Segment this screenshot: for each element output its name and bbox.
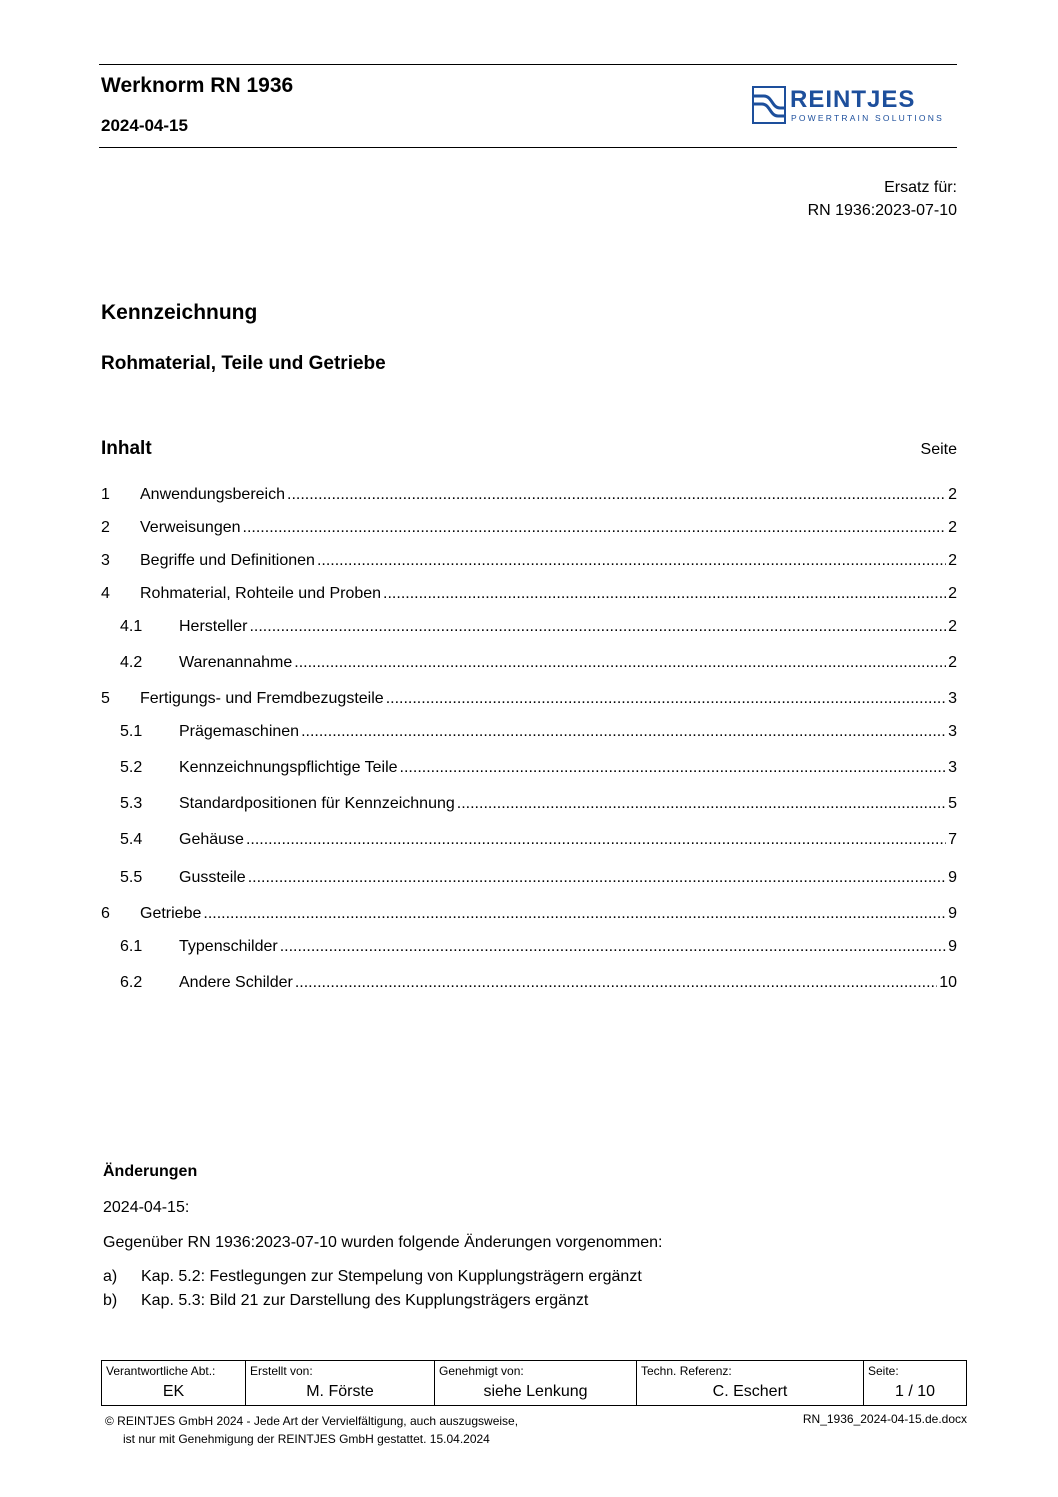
footer-cell-approved	[435, 1361, 637, 1405]
toc-entry[interactable]	[101, 938, 957, 960]
footer-cell-label: Erstellt von:	[250, 1364, 313, 1378]
toc-entry-title: Anwendungsbereich	[140, 486, 285, 503]
header-bottom-rule	[99, 147, 957, 148]
toc-entry-number: 5.4	[120, 831, 143, 848]
toc-entry-number: 5.3	[120, 795, 143, 812]
toc-entry-page: 2	[948, 654, 957, 671]
toc-leader	[400, 759, 947, 777]
toc-entry[interactable]	[101, 795, 957, 817]
toc-entry[interactable]	[101, 723, 957, 745]
sub-heading: Rohmaterial, Teile und Getriebe	[101, 353, 386, 374]
logo-tagline: POWERTRAIN SOLUTIONS	[791, 113, 944, 123]
copyright-notice	[105, 1412, 518, 1448]
toc-entry[interactable]	[101, 690, 957, 712]
toc-entry-title: Verweisungen	[140, 519, 241, 536]
footer-cell-value: siehe Lenkung	[483, 1383, 588, 1400]
toc-entry-title: Hersteller	[179, 618, 248, 635]
footer-cell-value: 1 / 10	[894, 1383, 936, 1400]
footer-cell-page	[864, 1361, 966, 1405]
footer-cell-tech-reference	[637, 1361, 864, 1405]
reintjes-logo-icon	[752, 86, 786, 124]
changes-date: 2024-04-15:	[103, 1199, 190, 1216]
toc-entry[interactable]	[101, 869, 957, 891]
changes-list-item	[103, 1292, 588, 1310]
toc-title: Inhalt	[101, 438, 152, 459]
toc-entry[interactable]	[101, 519, 957, 541]
toc-entry-title: Gussteile	[179, 869, 246, 886]
toc-leader	[294, 654, 946, 672]
copyright-line: © REINTJES GmbH 2024 - Jede Art der Vervielfältigung, auch auszugsweise,	[105, 1414, 519, 1428]
toc-entry[interactable]	[101, 552, 957, 574]
toc-entry-title: Rohmaterial, Rohteile und Proben	[140, 585, 382, 602]
toc-entry-title: Prägemaschinen	[179, 723, 300, 740]
toc-entry[interactable]	[101, 486, 957, 508]
changes-list-item	[103, 1268, 642, 1286]
toc-entry-title: Andere Schilder	[179, 974, 293, 991]
toc-leader	[287, 486, 946, 504]
toc-entry-page: 10	[939, 974, 957, 991]
toc-entry-title: Kennzeichnungspflichtige Teile	[179, 759, 398, 776]
toc-entry[interactable]	[101, 618, 957, 640]
toc-leader	[246, 831, 946, 849]
document-filename: RN_1936_2024-04-15.de.docx	[802, 1412, 967, 1426]
toc-entry-number: 6.1	[120, 938, 143, 955]
reintjes-logo	[752, 86, 962, 126]
changes-title: Änderungen	[103, 1163, 198, 1180]
toc-entry-page: 3	[948, 759, 957, 776]
toc-leader	[386, 690, 946, 708]
toc-entry-page: 7	[948, 831, 957, 848]
footer-cell-label: Techn. Referenz:	[641, 1364, 732, 1378]
replacement-note	[808, 176, 957, 222]
toc-entry-number: 5.5	[120, 869, 143, 886]
footer-cell-label: Genehmigt von:	[439, 1364, 524, 1378]
toc-entry-number: 1	[101, 486, 110, 503]
toc-leader	[243, 519, 947, 537]
toc-entry-page: 9	[948, 905, 957, 922]
footer-approval-table	[101, 1360, 967, 1406]
toc-entry-page: 2	[948, 618, 957, 635]
footer-cell-department	[102, 1361, 246, 1405]
toc-entry[interactable]	[101, 654, 957, 676]
toc-entry-page: 2	[948, 585, 957, 602]
main-heading: Kennzeichnung	[101, 301, 258, 324]
copyright-line: ist nur mit Genehmigung der REINTJES GmbH gestattet. 15.04.2024	[123, 1432, 490, 1446]
toc-entry-page: 2	[948, 519, 957, 536]
toc-leader	[249, 618, 946, 636]
changes-intro: Gegenüber RN 1936:2023-07-10 wurden folgende Änderungen vorgenommen:	[103, 1234, 663, 1251]
toc-entry-page: 2	[948, 486, 957, 503]
toc-entry-title: Begriffe und Definitionen	[140, 552, 315, 569]
toc-entry-title: Standardpositionen für Kennzeichnung	[179, 795, 455, 812]
toc-entry-number: 4	[101, 585, 110, 602]
toc-entry-page: 9	[948, 938, 957, 955]
toc-leader	[295, 974, 937, 992]
toc-entry-page: 3	[948, 690, 957, 707]
toc-entry-number: 3	[101, 552, 110, 569]
toc-entry[interactable]	[101, 831, 957, 853]
replacement-value: RN 1936:2023-07-10	[807, 202, 957, 219]
toc-leader	[457, 795, 946, 813]
header-top-rule	[99, 64, 957, 65]
toc-entry[interactable]	[101, 585, 957, 607]
toc-entry-title: Typenschilder	[179, 938, 278, 955]
footer-cell-author	[246, 1361, 435, 1405]
toc-leader	[301, 723, 946, 741]
toc-entry-number: 5.2	[120, 759, 143, 776]
toc-leader	[203, 905, 946, 923]
toc-leader	[280, 938, 946, 956]
toc-leader	[248, 869, 946, 887]
changes-item-text: Kap. 5.3: Bild 21 zur Darstellung des Kupplungsträgers ergänzt	[141, 1292, 589, 1309]
toc-leader	[383, 585, 946, 603]
toc-entry[interactable]	[101, 759, 957, 781]
document-title: Werknorm RN 1936	[101, 74, 294, 97]
document-date: 2024-04-15	[101, 116, 188, 135]
toc-entry-number: 2	[101, 519, 110, 536]
footer-cell-value: M. Förste	[306, 1383, 374, 1400]
footer-cell-label: Verantwortliche Abt.:	[106, 1364, 216, 1378]
replacement-label: Ersatz für:	[884, 179, 957, 196]
toc-entry[interactable]	[101, 905, 957, 927]
changes-item-label: a)	[103, 1268, 118, 1285]
toc-entry[interactable]	[101, 974, 957, 996]
footer-cell-label: Seite:	[868, 1364, 899, 1378]
toc-entry-page: 5	[948, 795, 957, 812]
logo-name: REINTJES	[790, 86, 916, 113]
changes-item-text: Kap. 5.2: Festlegungen zur Stempelung von Kupplungsträgern ergänzt	[141, 1268, 642, 1285]
toc-entry-title: Fertigungs- und Fremdbezugsteile	[140, 690, 384, 707]
toc-entry-page: 9	[948, 869, 957, 886]
toc-entry-page: 3	[948, 723, 957, 740]
changes-item-label: b)	[103, 1292, 118, 1309]
footer-cell-value: EK	[162, 1383, 185, 1400]
toc-entry-title: Getriebe	[140, 905, 202, 922]
toc-entry-number: 6.2	[120, 974, 143, 991]
footer-cell-value: C. Eschert	[712, 1383, 788, 1400]
toc-entry-number: 5.1	[120, 723, 143, 740]
toc-entry-number: 4.2	[120, 654, 143, 671]
toc-entry-page: 2	[948, 552, 957, 569]
toc-entry-title: Gehäuse	[179, 831, 244, 848]
toc-leader	[317, 552, 946, 570]
toc-page-label: Seite	[920, 441, 957, 458]
toc-entry-number: 5	[101, 690, 110, 707]
toc-entry-title: Warenannahme	[179, 654, 293, 671]
toc-entry-number: 6	[101, 905, 110, 922]
toc-entry-number: 4.1	[120, 618, 143, 635]
